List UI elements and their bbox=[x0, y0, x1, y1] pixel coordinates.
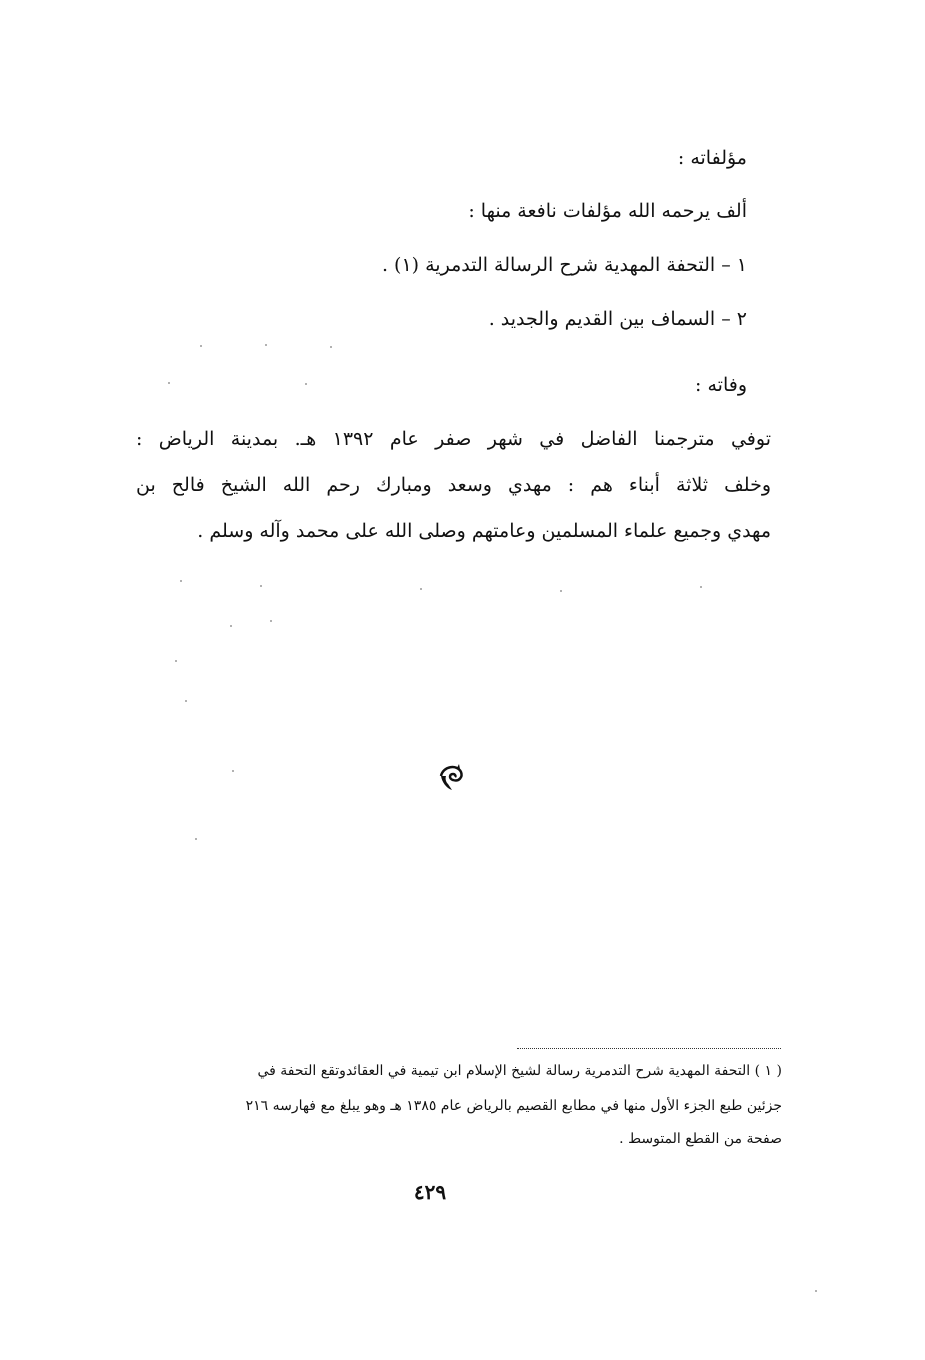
works-item-1: ١ – التحفة المهدية شرح الرسالة التدمرية (١) . bbox=[381, 254, 747, 276]
scan-speck bbox=[175, 660, 177, 662]
scan-speck bbox=[420, 588, 422, 590]
scan-speck bbox=[232, 770, 234, 772]
death-paragraph-line-2: وخلف ثلاثة أبناء هم : مهدي وسعد ومبارك رحم الله الشيخ فالح بن bbox=[136, 474, 771, 496]
page-number: ٤٢٩ bbox=[413, 1180, 447, 1204]
ornament-icon bbox=[437, 762, 465, 792]
scan-speck bbox=[180, 580, 182, 582]
scan-speck bbox=[195, 838, 197, 840]
footnote-line-3: صفحة من القطع المتوسط . bbox=[619, 1131, 782, 1147]
scan-speck bbox=[815, 1290, 817, 1292]
death-paragraph-line-3: مهدي وجميع علماء المسلمين وعامتهم وصلى الله على محمد وآله وسلم . bbox=[197, 520, 771, 542]
scan-speck bbox=[560, 590, 562, 592]
scan-speck bbox=[200, 345, 202, 347]
scan-speck bbox=[265, 344, 267, 346]
death-paragraph-line-1: توفي مترجمنا الفاضل في شهر صفر عام ١٣٩٢ هـ. بمدينة الرياض : bbox=[136, 428, 771, 450]
footnote-separator bbox=[517, 1048, 781, 1049]
scan-speck bbox=[270, 620, 272, 622]
scan-speck bbox=[168, 382, 170, 384]
works-heading: مؤلفاته : bbox=[677, 147, 747, 169]
death-heading: وفاته : bbox=[695, 374, 747, 396]
works-item-2: ٢ – السماف بين القديم والجديد . bbox=[488, 308, 747, 330]
works-intro: ألف يرحمه الله مؤلفات نافعة منها : bbox=[468, 200, 747, 222]
scan-speck bbox=[230, 625, 232, 627]
scan-speck bbox=[260, 585, 262, 587]
scan-speck bbox=[330, 346, 332, 348]
footnote-line-1: ( ١ ) التحفة المهدية شرح التدمرية رسالة لشيخ الإسلام ابن تيمية في العقائدوتقع التحفة في bbox=[257, 1063, 782, 1079]
scan-speck bbox=[185, 700, 187, 702]
footnote-line-2: جزئين طبع الجزء الأول منها في مطابع القصيم بالرياض عام ١٣٨٥ هـ وهو يبلغ مع فهارسه ٢١٦ bbox=[245, 1098, 782, 1114]
scan-speck bbox=[700, 586, 702, 588]
scan-speck bbox=[305, 383, 307, 385]
